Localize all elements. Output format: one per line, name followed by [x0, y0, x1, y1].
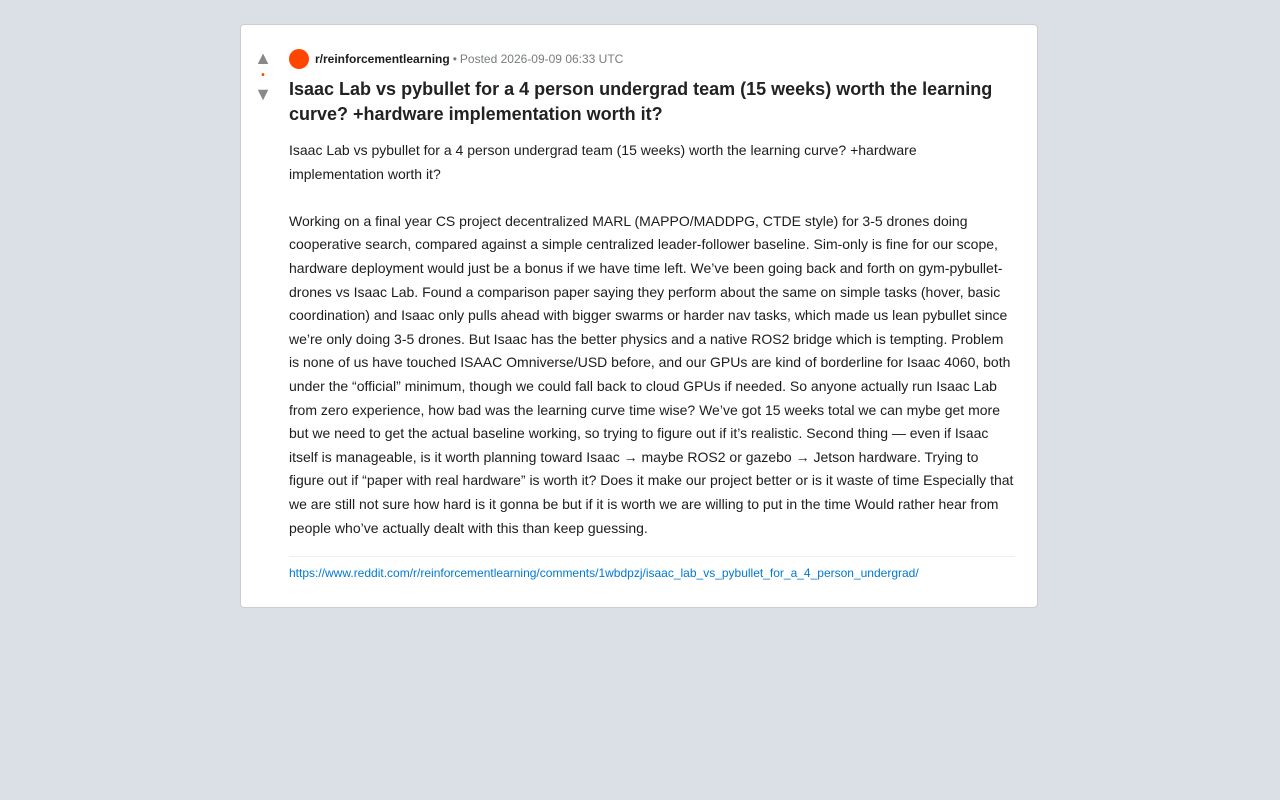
- post-meta: [289, 49, 1015, 69]
- post-body-paragraph: Isaac Lab vs pybullet for a 4 person undergrad team (15 weeks) worth the learning curve? +hardware implementation worth it?: [289, 142, 917, 182]
- post-timestamp: Posted 2026-09-09 06:33 UTC: [459, 52, 624, 66]
- meta-separator: •: [452, 52, 457, 66]
- post-body-paragraph: Working on a final year CS project decentralized MARL (MAPPO/MADDPG, CTDE style) for 3-5 drones doing cooperative search, compared against a simple centralized leader-follower baseline. Sim-only is fine for our scope, hardware deployment would just be a bonus if we have time left. We’ve been going back and forth on gym-pybullet-drones vs Isaac Lab. Found a comparison paper saying they perform about the same on simple tasks (hover, basic coordination) and Isaac only pulls ahead with bigger swarms or harder nav tasks, which made us lean pybullet since we’re only doing 3-5 drones. But Isaac has the better physics and a native ROS2 bridge which is tempting. Problem is none of us have touched ISAAC Omniverse/USD before, and our GPUs are kind of borderline for Isaac 4060, both under the “official” minimum, though we could fall back to cloud GPUs if needed. So anyone actually run Isaac Lab from zero experience, how bad was the learning curve time wise? We’ve got 15 weeks total we can mybe get more but we need to get the actual baseline working, so trying to figure out if it’s realistic. Second thing — even if Isaac itself is manageable, is it worth planning toward Isaac → maybe ROS2 or gazebo → Jetson hardware. Trying to figure out if “paper with real hardware” is worth it? Does it make our project better or is it waste of time Especially that we are still not sure how hard is it gonna be but if it is worth we are willing to put in the time Would rather hear from people who’ve actually dealt with this than keep guessing.: [289, 212, 1014, 536]
- post-permalink[interactable]: https://www.reddit.com/r/reinforcementlearning/comments/1wbdpzj/isaac_lab_vs_pybullet_for_a_4_person_undergrad/: [289, 566, 919, 581]
- downvote-arrow-icon[interactable]: ▼: [254, 84, 272, 104]
- post-body: [289, 139, 1015, 540]
- post-content: [289, 49, 1015, 580]
- subreddit-name[interactable]: r/reinforcementlearning: [315, 52, 450, 66]
- upvote-arrow-icon[interactable]: ▲: [254, 48, 272, 68]
- post-card: [240, 24, 1038, 608]
- vote-column: [241, 49, 285, 103]
- subreddit-avatar-icon[interactable]: [289, 49, 309, 69]
- post-title[interactable]: Isaac Lab vs pybullet for a 4 person undergrad team (15 weeks) worth the learning curve? +hardware implementation worth it?: [289, 79, 993, 124]
- vote-score: •: [261, 70, 265, 81]
- footer-divider: [289, 556, 1015, 557]
